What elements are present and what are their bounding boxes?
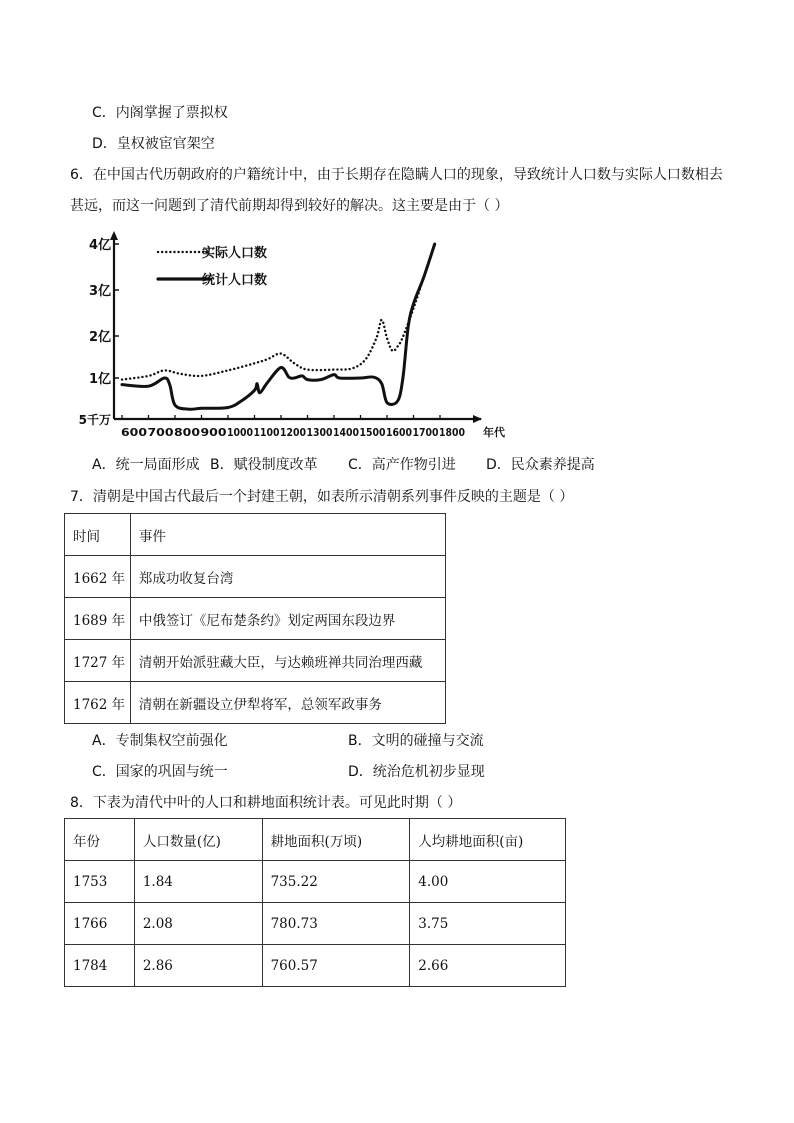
x-tick-label: 900: [200, 426, 227, 439]
q5-option-c: C．内阁掌握了票拟权: [92, 105, 228, 121]
y-tick-label: 1亿: [88, 372, 111, 387]
q6-option-c: C．高产作物引进: [348, 457, 456, 473]
x-tick-label: 1200: [280, 426, 307, 439]
chart-series: [122, 244, 435, 409]
table-cell: 清朝开始派驻藏大臣，与达赖班禅共同治理西藏: [130, 640, 445, 682]
q7-option-b: B．文明的碰撞与交流: [348, 733, 484, 749]
table-cell: 2.86: [134, 945, 262, 987]
x-tick-label: 1500: [359, 426, 386, 439]
population-chart: [76, 226, 506, 446]
x-tick-label: 1700: [412, 426, 439, 439]
series-line-actual: [122, 244, 435, 380]
table-row: [65, 640, 446, 682]
q6-stem-line2: 甚远，而这一问题到了清代前期却得到较好的解决。这主要是由于（ ）: [70, 198, 509, 214]
x-tick-label: 800: [174, 426, 201, 439]
table-cell: 清朝在新疆设立伊犁将军，总领军政事务: [130, 682, 445, 724]
table-header-cell: 年份: [65, 819, 135, 861]
x-tick-label: 1800: [439, 426, 466, 439]
table-header-cell: 时间: [65, 514, 131, 556]
y-tick-label: 2亿: [88, 330, 111, 345]
y-axis-arrow: [110, 231, 118, 240]
q7-options-row1: [92, 731, 692, 751]
table-header-cell: 耕地面积(万顷): [262, 819, 410, 861]
x-tick-label: 1000: [227, 426, 254, 439]
q7-option-d: D．统治危机初步显现: [348, 764, 485, 780]
table-cell: 735.22: [262, 861, 410, 903]
table-cell: 1753: [65, 861, 135, 903]
q6-stem-line1: 6．在中国古代历朝政府的户籍统计中，由于长期存在隐瞒人口的现象，导致统计人口数与实际人口数相去: [70, 167, 723, 183]
table-cell: 郑成功收复台湾: [130, 556, 445, 598]
table-row: [65, 903, 566, 945]
table-row: [65, 945, 566, 987]
table-cell: 4.00: [410, 861, 566, 903]
y-tick-label: 4亿: [88, 238, 111, 253]
q7-table: [64, 513, 446, 724]
x-axis-arrow: [473, 415, 482, 423]
q6-option-a: A．统一局面形成: [92, 457, 200, 473]
table-cell: 2.08: [134, 903, 262, 945]
q6-option-b: B．赋役制度改革: [210, 457, 318, 473]
chart-legend: [158, 245, 267, 288]
y-tick-label: 3亿: [88, 284, 111, 299]
x-tick-label: 1600: [386, 426, 413, 439]
q7-option-c: C．国家的巩固与统一: [92, 764, 228, 780]
q5-option-d: D．皇权被宦官架空: [92, 136, 215, 152]
table-cell: 2.66: [410, 945, 566, 987]
table-row: [65, 598, 446, 640]
y-tick-label: 5千万: [78, 413, 111, 427]
table-row: [65, 861, 566, 903]
x-tick-label: 600: [121, 426, 148, 439]
chart-axes: [79, 231, 506, 439]
table-cell: 1.84: [134, 861, 262, 903]
table-cell: 3.75: [410, 903, 566, 945]
table-cell: 1689 年: [65, 598, 131, 640]
x-tick-label: 1400: [333, 426, 360, 439]
x-tick-label: 1100: [253, 426, 280, 439]
q6-option-d: D．民众素养提高: [486, 457, 595, 473]
table-cell: 780.73: [262, 903, 410, 945]
q7-stem: 7．清朝是中国古代最后一个封建王朝，如表所示清朝系列事件反映的主题是（ ）: [70, 489, 574, 505]
table-row: [65, 682, 446, 724]
table-cell: 1784: [65, 945, 135, 987]
legend-label: 统计人口数: [202, 273, 268, 288]
q6-options: [92, 455, 692, 475]
table-header-row: [65, 819, 566, 861]
table-cell: 760.57: [262, 945, 410, 987]
table-cell: 中俄签订《尼布楚条约》划定两国东段边界: [130, 598, 445, 640]
q8-table: [64, 818, 566, 987]
table-header-cell: 人均耕地面积(亩): [410, 819, 566, 861]
table-header-row: [65, 514, 446, 556]
table-cell: 1662 年: [65, 556, 131, 598]
x-axis-label: 年代: [483, 426, 505, 439]
x-tick-label: 700: [147, 426, 174, 439]
q8-stem: 8．下表为清代中叶的人口和耕地面积统计表。可见此时期（ ）: [70, 795, 462, 811]
x-tick-label: 1300: [306, 426, 333, 439]
table-header-cell: 事件: [130, 514, 445, 556]
legend-label: 实际人口数: [202, 246, 268, 261]
table-cell: 1766: [65, 903, 135, 945]
table-cell: 1727 年: [65, 640, 131, 682]
table-row: [65, 556, 446, 598]
q7-option-a: A．专制集权空前强化: [92, 733, 228, 749]
series-line-recorded: [122, 244, 435, 409]
q7-options-row2: [92, 762, 692, 782]
table-header-cell: 人口数量(亿): [134, 819, 262, 861]
table-cell: 1762 年: [65, 682, 131, 724]
